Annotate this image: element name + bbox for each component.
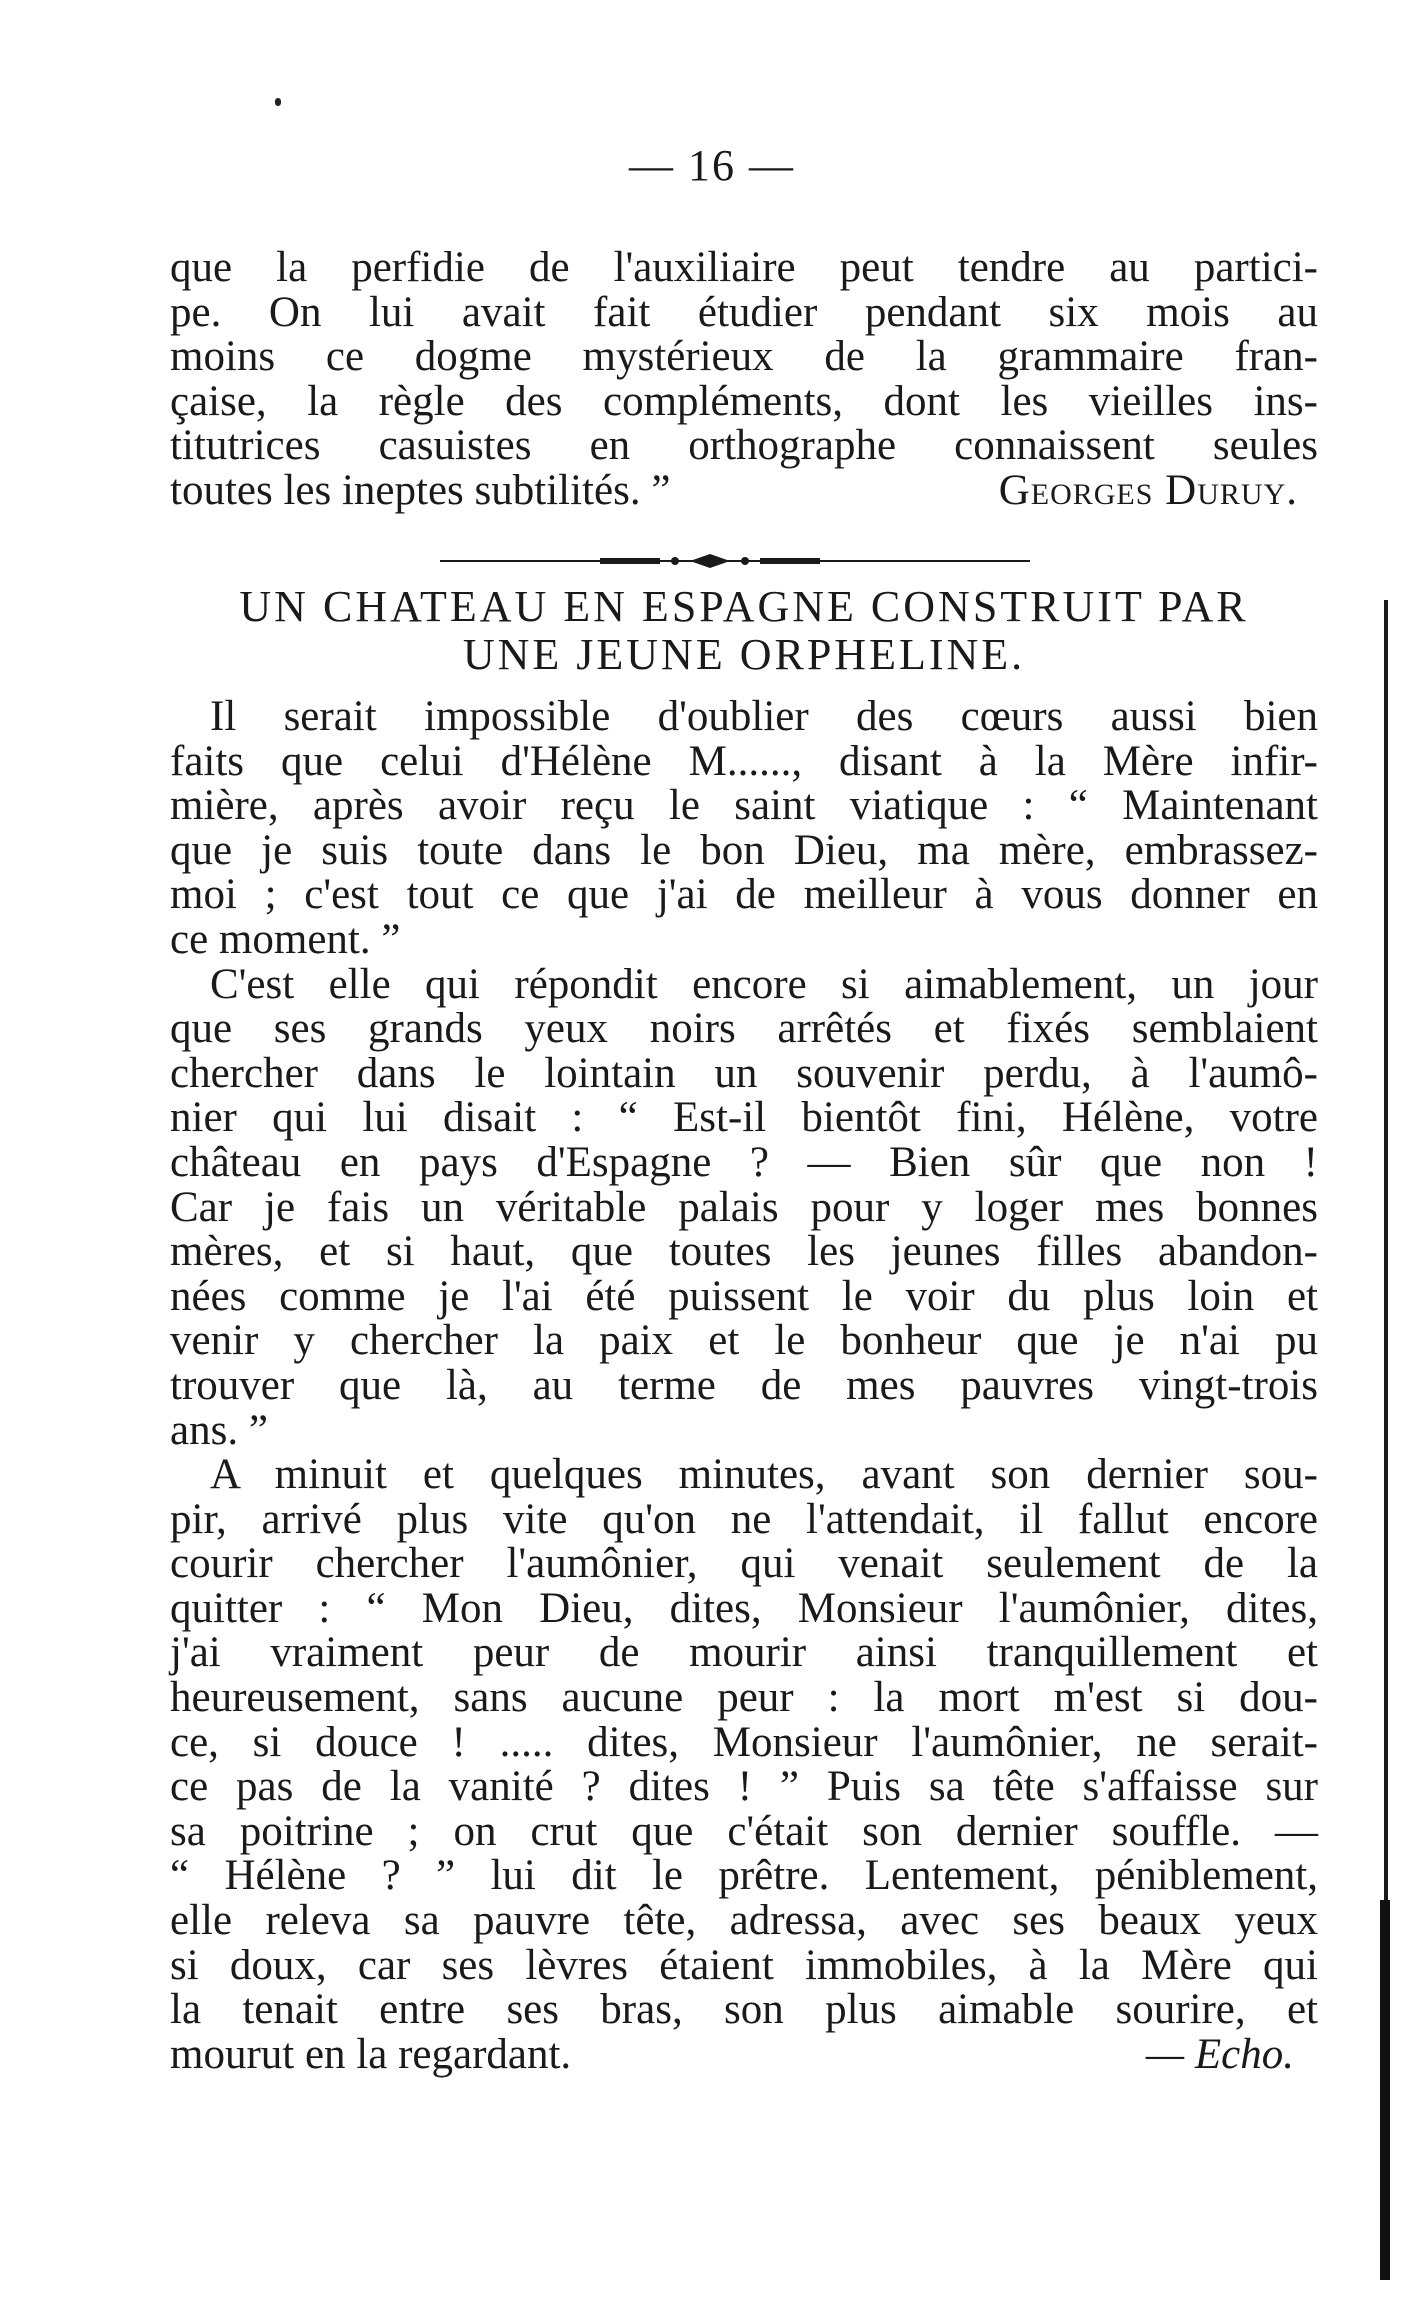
ink-speck [275, 98, 281, 106]
text-line: “ Hélène ? ” lui dit le prêtre. Lentement, péniblement, [170, 1852, 1318, 1900]
text-line: mères, et si haut, que toutes les jeunes filles abandon- [170, 1228, 1318, 1276]
text-line: titutrices casuistes en orthographe connaissent seules [170, 422, 1318, 470]
text-line: ce moment. ” [170, 915, 401, 963]
article-title-line-2: UNE JEUNE ORPHELINE. [462, 630, 1026, 679]
text-line: ce, si douce ! ..... dites, Monsieur l'aumônier, ne serait- [170, 1718, 1318, 1766]
author-signature: Georges Duruy. [998, 466, 1298, 514]
text-line: que la perfidie de l'auxiliaire peut tendre au partici- [170, 244, 1318, 291]
text-line: çaise, la règle des compléments, dont les vieilles ins- [170, 377, 1318, 425]
final-line-with-signature [170, 2030, 1318, 2078]
text-line-with-signature [170, 466, 1318, 514]
text-line: mière, après avoir reçu le saint viatique : “ Maintenant [170, 782, 1318, 830]
text-line: que ses grands yeux noirs arrêtés et fixés semblaient [170, 1005, 1318, 1053]
text-line: moins ce dogme mystérieux de la grammaire fran- [170, 333, 1318, 381]
text-line: courir chercher l'aumônier, qui venait seulement de la [170, 1540, 1318, 1588]
text-line: ans. ” [170, 1406, 268, 1454]
text-line: j'ai vraiment peur de mourir ainsi tranquillement et [170, 1629, 1318, 1677]
ornamental-divider [440, 552, 1030, 570]
text-line: sa poitrine ; on crut que c'était son dernier souffle. — [170, 1807, 1318, 1855]
article-title-line-1: UN CHATEAU EN ESPAGNE CONSTRUIT PAR [239, 582, 1249, 631]
text-line: venir y chercher la paix et le bonheur que je n'ai pu [170, 1317, 1318, 1365]
text-segment: toutes les ineptes subtilités. ” [170, 466, 671, 514]
text-line: chercher dans le lointain un souvenir perdu, à l'aumô- [170, 1049, 1318, 1097]
text-line: Il serait impossible d'oublier des cœurs aussi bien [210, 693, 1318, 740]
text-line: moi ; c'est tout ce que j'ai de meilleur à vous donner en [170, 871, 1318, 919]
text-line: trouver que là, au terme de mes pauvres vingt-trois [170, 1361, 1318, 1409]
article-body [170, 695, 1318, 2077]
text-line: château en pays d'Espagne ? — Bien sûr que non ! [170, 1138, 1318, 1186]
source-signature: — Echo. [1145, 2030, 1294, 2078]
text-line: faits que celui d'Hélène M......, disant à la Mère infir- [170, 737, 1318, 785]
text-line: Car je fais un véritable palais pour y loger mes bonnes [170, 1183, 1318, 1231]
page-number: — 16 — [629, 141, 795, 190]
text-line: C'est elle qui répondit encore si aimablement, un jour [210, 960, 1318, 1008]
text-segment: mourut en la regardant. [170, 2030, 572, 2078]
text-line: pe. On lui avait fait étudier pendant six mois au [170, 288, 1318, 336]
text-line: la tenait entre ses bras, son plus aimable sourire, et [170, 1986, 1318, 2034]
text-line: si doux, car ses lèvres étaient immobiles, à la Mère qui [170, 1941, 1318, 1989]
page-edge-binding [1380, 1900, 1390, 2280]
text-line: nier qui lui disait : “ Est-il bientôt fini, Hélène, votre [170, 1094, 1318, 1142]
text-line: ce pas de la vanité ? dites ! ” Puis sa tête s'affaisse sur [170, 1763, 1318, 1811]
text-line: quitter : “ Mon Dieu, dites, Monsieur l'aumônier, dites, [170, 1584, 1318, 1632]
text-line: que je suis toute dans le bon Dieu, ma mère, embrassez- [170, 826, 1318, 874]
text-line: A minuit et quelques minutes, avant son dernier sou- [210, 1451, 1318, 1499]
text-line: heureusement, sans aucune peur : la mort m'est si dou- [170, 1674, 1318, 1722]
intro-paragraph [170, 246, 1318, 514]
text-line: elle releva sa pauvre tête, adressa, avec ses beaux yeux [170, 1897, 1318, 1945]
text-line: pir, arrivé plus vite qu'on ne l'attendait, il fallut encore [170, 1495, 1318, 1543]
text-line: nées comme je l'ai été puissent le voir du plus loin et [170, 1272, 1318, 1320]
